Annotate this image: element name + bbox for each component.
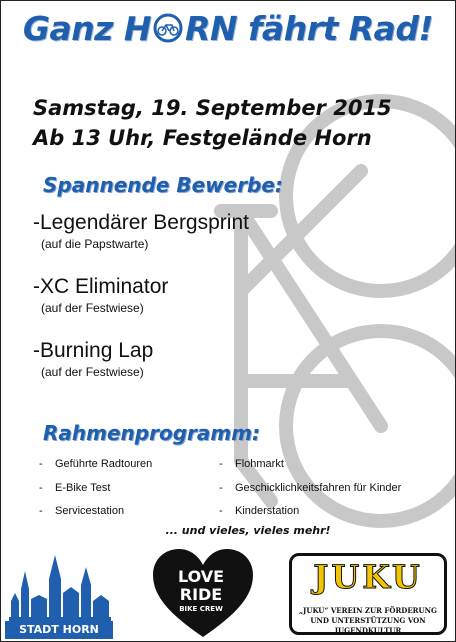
juku-logo <box>289 553 447 635</box>
poster-title <box>1 9 455 48</box>
program-item: - E-Bike Test <box>39 482 111 494</box>
program-item: - Servicestation <box>39 505 125 517</box>
stadt-horn-label: STADT HORN <box>5 621 113 639</box>
event-date-block <box>33 93 392 153</box>
juku-logo-subtitle: „JUKU“ VEREIN ZUR FÖRDERUNG UND UNTERSTÜTZUNG VON JUGENDKULTUR <box>299 606 437 635</box>
competition-location: (auf der Festwiese) <box>41 301 144 315</box>
love-ride-subtext: BIKE CREW <box>179 605 223 613</box>
competition-name: -Legendärer Bergsprint <box>33 211 249 234</box>
program-item: - Flohmarkt <box>219 458 284 470</box>
event-date: Samstag, 19. September 2015 <box>33 96 392 120</box>
competition-item <box>33 211 249 251</box>
juku-logo-word: JUKU <box>313 558 423 596</box>
title-part-2: RN fährt Rad! <box>185 9 434 48</box>
more-activities-note: ... und vieles, vieles mehr! <box>165 524 331 537</box>
competition-name: -Burning Lap <box>33 339 154 362</box>
love-ride-word: RIDE <box>179 585 223 604</box>
program-heading: Rahmenprogramm: <box>43 421 261 445</box>
program-item: - Geschicklichkeitsfahren für Kinder <box>219 482 402 494</box>
program-item: - Kinderstation <box>219 505 300 517</box>
love-ride-word: LOVE <box>177 567 225 586</box>
competition-item <box>33 339 153 379</box>
title-part-1: Ganz H <box>22 9 152 48</box>
competition-location: (auf die Papstwarte) <box>41 237 149 251</box>
competitions-heading: Spannende Bewerbe: <box>43 173 283 197</box>
competition-item <box>33 275 168 315</box>
event-time-place: Ab 13 Uhr, Festgelände Horn <box>33 126 372 150</box>
program-item: - Geführte Radtouren <box>39 458 153 470</box>
bike-badge-icon <box>151 13 185 43</box>
competition-name: -XC Eliminator <box>33 275 169 298</box>
competition-location: (auf der Festwiese) <box>41 365 144 379</box>
